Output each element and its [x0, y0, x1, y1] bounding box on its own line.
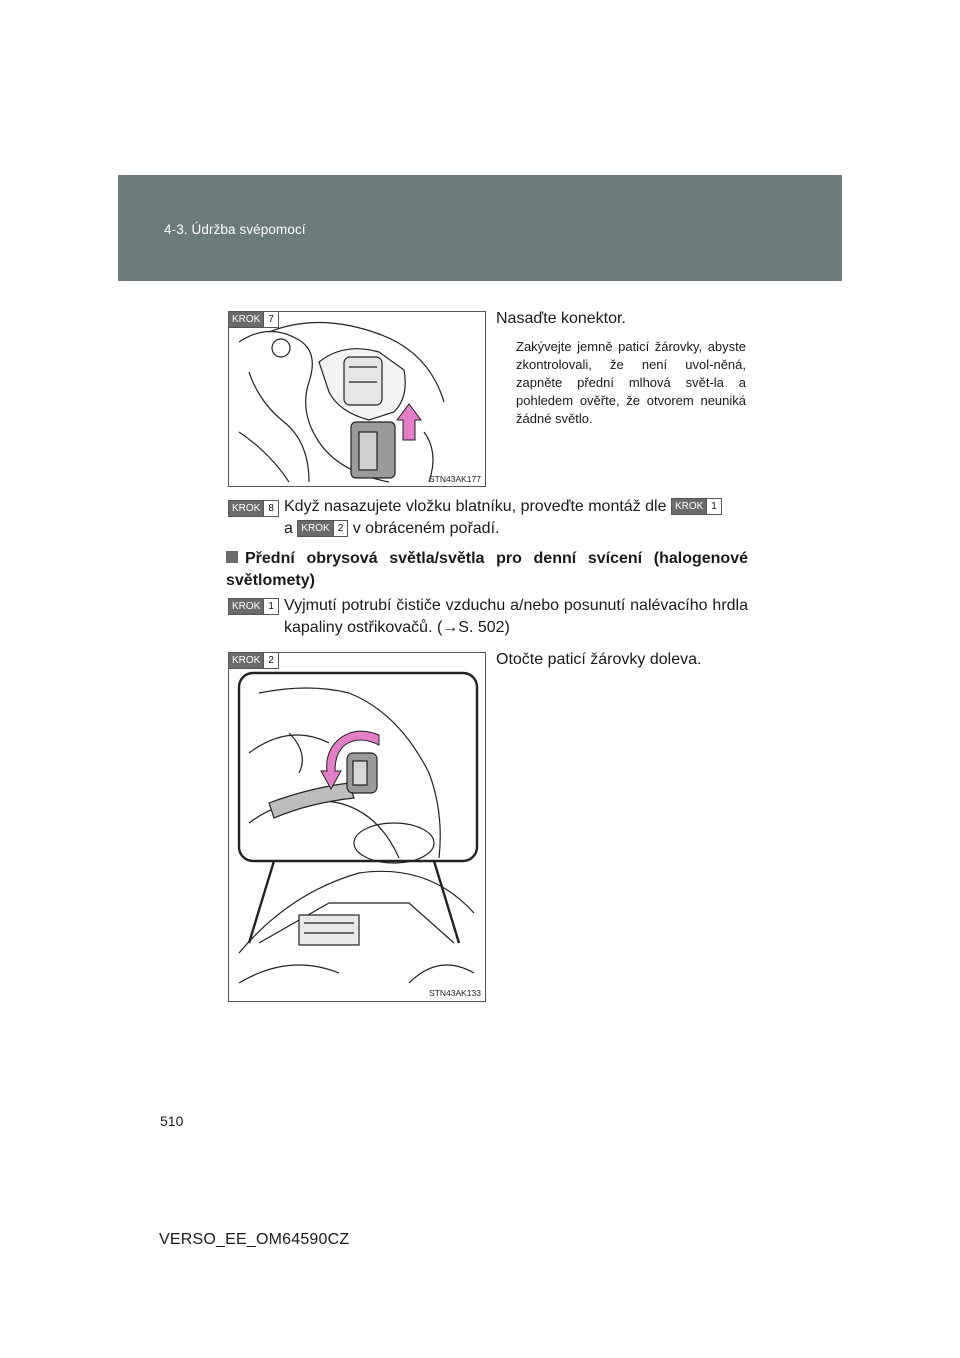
section-header-band [118, 175, 842, 281]
connector-illustration [229, 312, 485, 486]
headlight-bulb-illustration [229, 653, 485, 1001]
figure-step7 [228, 311, 486, 487]
krok-label: KROK [298, 521, 332, 536]
section-heading-text: Přední obrysová světla/světla pro denní svícení (halogenové světlomety) [226, 550, 748, 589]
step2-instruction: Otočte paticí žárovky doleva. [496, 651, 702, 668]
krok-label: KROK [229, 312, 263, 327]
krok-number: 1 [706, 499, 721, 514]
document-id: VERSO_EE_OM64590CZ [159, 1231, 350, 1248]
krok-badge-2 [228, 652, 279, 669]
section-title: 4-3. Údržba svépomocí [164, 222, 306, 237]
krok-number: 8 [263, 501, 278, 516]
page-number: 510 [160, 1113, 184, 1129]
step1-text: Vyjmutí potrubí čističe vzduchu a/nebo posunutí nalévacího hrdla kapaliny ostřikovačů. (→S. 502) [284, 597, 748, 636]
figure-code: STN43AK133 [429, 988, 481, 998]
krok-number: 1 [263, 599, 278, 614]
section-heading [226, 548, 748, 592]
krok-label: KROK [229, 653, 263, 668]
step7-note: Zakývejte jemně paticí žárovky, abyste zkontrolovali, že není uvol-něná, zapněte přední mlhová svět-la a pohledem ověřte, že otvorem neuniká žádné světlo. [516, 339, 746, 426]
krok-label: KROK [229, 599, 263, 614]
step8-text-part: Když nasazujete vložku blatníku, proveďte montáž dle [284, 498, 667, 515]
step7-instruction: Nasaďte konektor. [496, 310, 626, 327]
figure-code: STN43AK177 [429, 474, 481, 484]
krok-label: KROK [229, 501, 263, 516]
step8-text-part: a [284, 520, 293, 537]
krok-badge-7 [228, 311, 279, 328]
krok-number: 2 [263, 653, 278, 668]
krok-ref-1 [671, 498, 722, 515]
krok-badge-8 [228, 500, 279, 517]
square-bullet-icon [226, 551, 238, 563]
step8-text-part: v obráceném pořadí. [352, 520, 500, 537]
krok-label: KROK [672, 499, 706, 514]
figure-step2 [228, 652, 486, 1002]
krok-ref-2 [297, 520, 348, 537]
krok-number: 7 [263, 312, 278, 327]
krok-number: 2 [333, 521, 348, 536]
step8-text [284, 496, 748, 540]
krok-badge-1 [228, 598, 279, 615]
